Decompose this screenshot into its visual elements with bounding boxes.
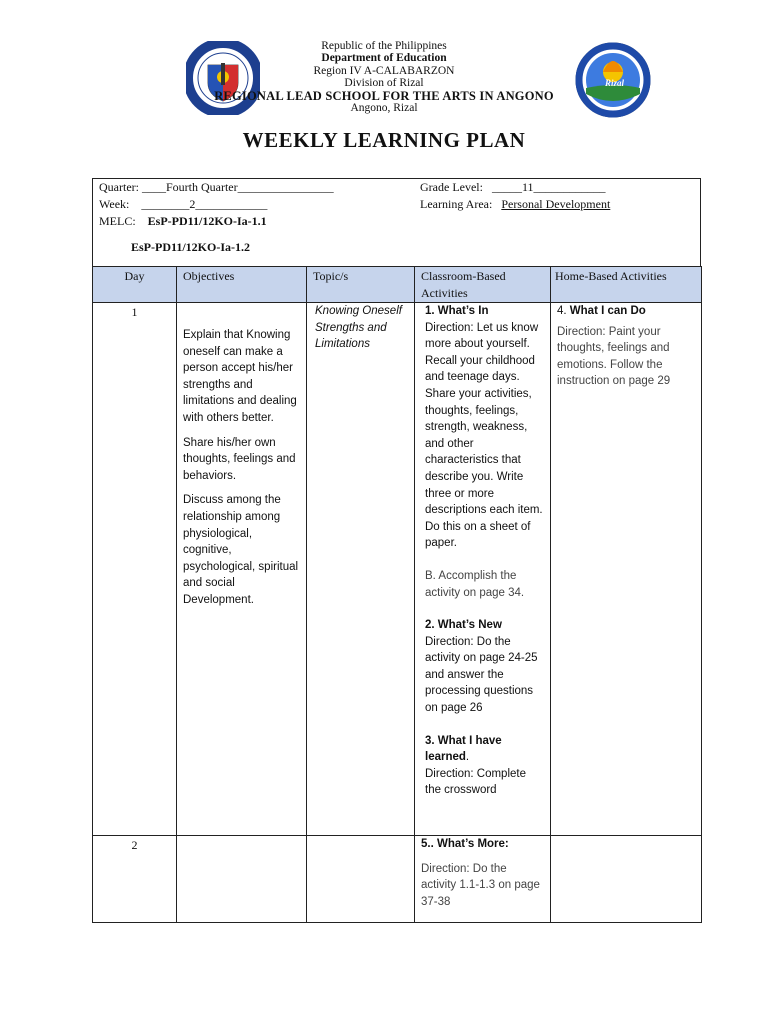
region-line: Region IV A-CALABARZON <box>313 64 455 77</box>
week-label: Week: <box>99 197 130 211</box>
activity-note: B. Accomplish the activity on page 34. <box>425 569 525 599</box>
header-objectives: Objectives <box>177 267 307 303</box>
table-header-row <box>93 267 702 303</box>
classroom-activities-cell <box>415 303 551 836</box>
topic-text: Knowing Oneself Strengths and Limitations <box>315 305 402 351</box>
activity-title: 1. What’s In <box>425 305 489 317</box>
header-day: Day <box>93 267 177 303</box>
melc-field <box>99 214 267 229</box>
week-field <box>99 197 267 212</box>
objective-item: Discuss among the relationship among physiological, cognitive, psychological, spiritual and social Development. <box>183 494 299 606</box>
quarter-label: Quarter: <box>99 180 139 194</box>
week-value: ________2____________ <box>141 197 268 211</box>
quarter-value: ____Fourth Quarter________________ <box>141 180 334 194</box>
home-activities-cell <box>551 303 702 836</box>
header-home-activities: Home-Based Activities <box>551 267 702 303</box>
day-cell: 2 <box>93 836 177 923</box>
activity-body: Direction: Do the activity 1.1-1.3 on page 37-38 <box>421 862 540 908</box>
learning-area-label: Learning Area: <box>420 197 493 211</box>
grade-field <box>420 180 606 195</box>
melc-label: MELC: <box>99 214 136 228</box>
table-row <box>93 303 702 836</box>
activity-title-3: 3. What I have learned. <box>425 734 502 764</box>
melc-code-1: EsP-PD11/12KO-Ia-1.1 <box>147 214 267 228</box>
activity-body: Direction: Complete the crossword <box>425 767 526 797</box>
document-title: WEEKLY LEARNING PLAN <box>242 128 526 152</box>
department-line: Department of Education <box>321 52 447 65</box>
objective-item: Explain that Knowing oneself can make a person accept his/her strengths and limitations and dealing with others better. <box>183 329 297 424</box>
activity-body: Direction: Do the activity on page 24-25 and answer the processing questions on page 26 <box>425 635 538 715</box>
activity-title: 2. What’s New <box>425 619 502 632</box>
activity-body: Direction: Let us know more about yourself. Recall your childhood and teenage days. Share your activities, thoughts, feelings, strength, weakness, and other characteristics that describe you. Write three or more descriptions each item. Do this on a sheet of paper. <box>425 321 543 550</box>
school-name: REGIONAL LEAD SCHOOL FOR THE ARTS IN ANGONO <box>214 88 554 103</box>
topic-cell <box>307 303 415 836</box>
grade-value: _____11____________ <box>491 180 606 194</box>
republic-line: Republic of the Philippines <box>321 40 447 52</box>
activity-title: 5.. What’s More: <box>421 838 509 850</box>
header-topics: Topic/s <box>307 267 415 303</box>
weekly-plan-table <box>92 266 702 923</box>
location-line: Angono, Rizal <box>350 102 418 115</box>
day-cell: 1 <box>93 303 177 836</box>
quarter-field <box>99 180 334 195</box>
grade-label: Grade Level: <box>420 180 483 194</box>
objective-item: Share his/her own thoughts, feelings and behaviors. <box>183 436 296 482</box>
melc-code-2: EsP-PD11/12KO-Ia-1.2 <box>131 240 250 254</box>
objectives-cell <box>177 303 307 836</box>
home-activity-title: 4. What I can Do <box>557 305 646 317</box>
objectives-cell <box>177 836 307 923</box>
learning-area-value: Personal Development <box>501 197 611 211</box>
division-line: Division of Rizal <box>344 77 424 90</box>
learning-area-field <box>420 197 610 212</box>
letterhead <box>0 40 768 114</box>
plan-info-box <box>92 178 701 267</box>
svg-text:Rizal: Rizal <box>605 78 625 88</box>
table-row <box>93 836 702 923</box>
home-activities-cell <box>551 836 702 923</box>
classroom-activities-cell <box>415 836 551 923</box>
home-activity-body: Direction: Paint your thoughts, feelings and emotions. Follow the instruction on page 29 <box>557 325 671 388</box>
topic-cell <box>307 836 415 923</box>
header-classroom-activities: Classroom-Based Activities <box>415 267 551 303</box>
